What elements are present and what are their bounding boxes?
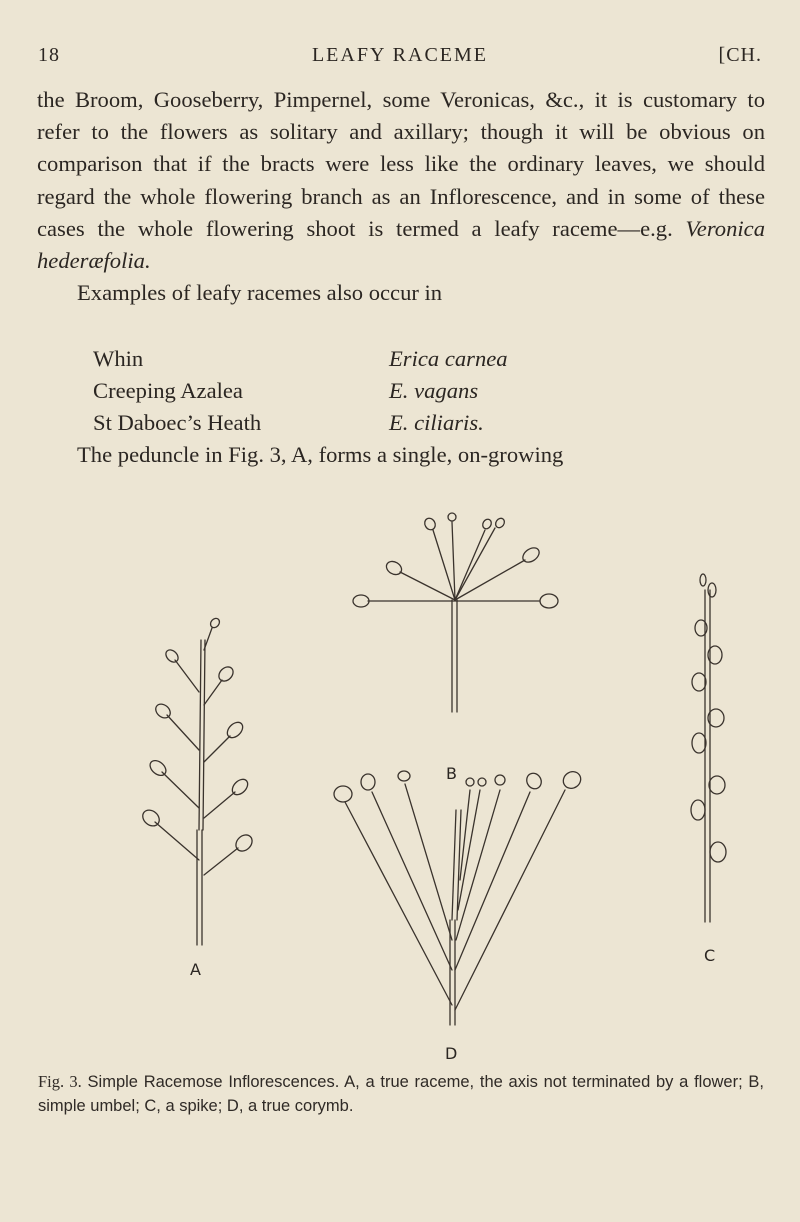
flower [216,664,236,684]
example-common-name: Creeping Azalea [93,378,243,404]
flower [466,778,474,786]
paragraph-1 [37,84,765,277]
example-common-name: Whin [93,346,144,371]
flower [710,842,726,862]
flower [692,733,706,753]
ray [455,530,485,600]
page-header [38,44,762,78]
inflorescence-figure [0,500,800,1060]
example-latin-name: E. ciliaris. [389,410,484,436]
body-text [37,84,765,309]
flower [560,768,584,791]
flower [481,518,493,531]
examples-list [93,343,733,440]
paragraph-2: Examples of leafy racemes also occur in [77,280,443,306]
figure-label-c: C [704,946,716,965]
diagram-b-umbel [353,513,558,712]
flower [691,800,705,820]
paragraph-3: The peduncle in Fig. 3, A, forms a single, on-growing [77,442,564,467]
example-latin-name: Erica carnea [389,346,508,371]
figure-label-a: A [190,960,201,979]
chapter-mark: [CH. [718,44,762,66]
caption-figure-ref: Fig. 3. [38,1072,82,1091]
flower [398,771,410,781]
pedicel [455,790,565,1010]
pedicel [204,848,238,875]
page-number: 18 [38,44,60,66]
flower [164,648,181,665]
example-common-name: St Daboec’s Heath [93,410,262,436]
pedicel [456,790,500,940]
pedicel [372,792,452,970]
flower [384,559,404,577]
pedicel [162,772,199,808]
pedicel [204,628,212,650]
axis-d-upper [452,810,456,920]
flower [709,776,725,794]
flower [233,832,256,855]
flower [334,786,352,802]
pedicel [458,790,480,910]
flower [540,594,558,608]
axis-a-upper [199,640,201,830]
flower [495,775,505,785]
flower [478,778,486,786]
flower [361,774,375,790]
pedicel [204,792,235,818]
example-latin-name: E. vagans [389,378,479,404]
paragraph-1-species: Veronica hederæfolia. [37,215,765,274]
example-row [93,343,733,375]
flower [700,574,706,586]
ray [400,572,455,600]
diagram-c-spike [691,574,726,922]
flower [692,673,706,691]
flower [448,513,456,521]
diagram-d-corymb [334,768,584,1025]
flower [708,583,716,597]
flower [224,719,245,740]
flower [423,516,438,531]
pedicel [204,736,230,762]
flower [353,595,369,607]
figure-label-d: D [445,1044,458,1063]
ray [452,522,455,600]
pedicel [155,822,199,860]
figure-caption [38,1070,764,1118]
pedicel [167,715,199,750]
paragraph-1-text: the Broom, Gooseberry, Pimpernel, some Veronicas, &c., it is customary to refer to the flowers as solitary and axillary; though it will be obvious on comparison that if the bracts were less like the ordinary leaves, we should regard the whole flowering branch as an Inflorescence, and in some of these cases the whole flowering shoot is termed a leafy raceme—e.g. [37,87,765,241]
diagram-a-raceme [140,617,256,945]
axis-a-upper [203,640,205,830]
pedicel [204,680,222,705]
figure-label-b: B [446,764,457,783]
example-row [93,407,733,439]
caption-text: Simple Racemose Inflorescences. A, a true raceme, the axis not terminated by a flower; B, simple umbel; C, a spike; D, a true corymb. [38,1073,764,1115]
pedicel [175,660,199,692]
flower [524,771,544,792]
pedicel [345,802,452,1005]
pedicel [460,790,470,880]
running-title: LEAFY RACEME [311,44,489,66]
flower [494,517,506,530]
flower [520,545,542,565]
flower [209,617,222,630]
ray [433,530,455,600]
example-row [93,375,733,407]
